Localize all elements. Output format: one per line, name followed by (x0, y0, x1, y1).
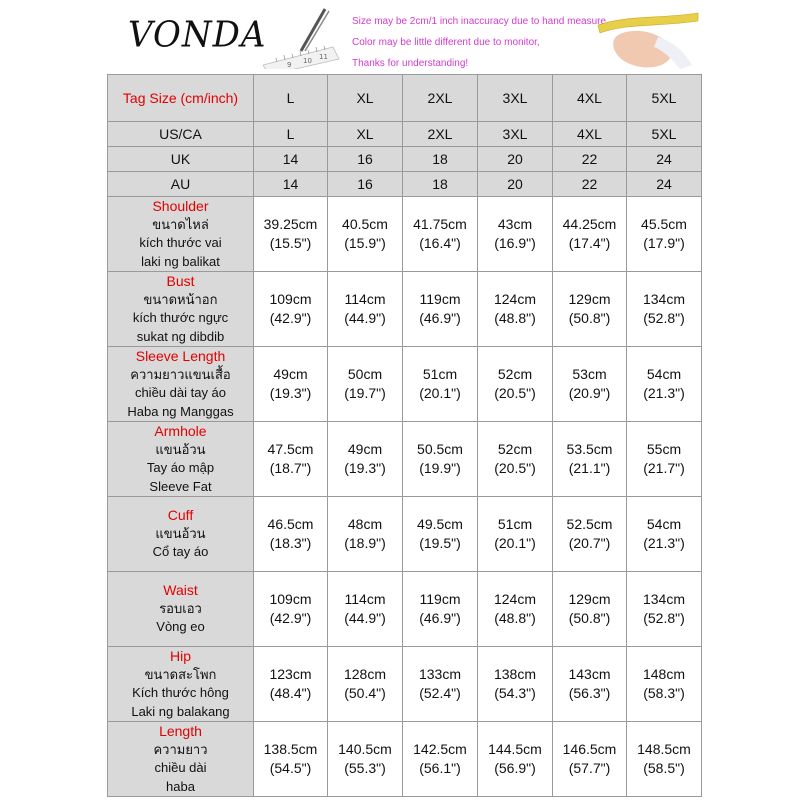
size-conversion-cell: 16 (328, 172, 403, 197)
value-cm: 129cm (568, 291, 611, 307)
value-cm: 119cm (419, 591, 461, 607)
size-header: 3XL (478, 75, 553, 122)
measurement-row (108, 197, 702, 272)
measurement-translation: ขนาดหน้าอก (143, 291, 218, 307)
size-conversion-cell: 20 (478, 147, 553, 172)
measurement-translation: haba (166, 778, 195, 794)
size-conversion-cell: 18 (403, 147, 478, 172)
value-inch: (44.9") (344, 610, 386, 626)
size-header: L (254, 75, 328, 122)
size-header: XL (328, 75, 403, 122)
size-conversion-row (108, 147, 702, 172)
measurement-cell (328, 647, 403, 722)
value-inch: (19.9") (419, 460, 461, 476)
measurement-cell (403, 197, 478, 272)
value-inch: (46.9") (419, 610, 461, 626)
value-inch: (18.3") (269, 535, 312, 551)
measurement-cell (403, 722, 478, 797)
value-cm: 134cm (642, 591, 686, 607)
value-inch: (21.3") (643, 385, 685, 401)
measurement-translation: ความยาวแขนเสื้อ (130, 366, 231, 382)
value-cm: 148.5cm (637, 741, 691, 757)
value-inch: (54.3") (494, 685, 536, 701)
measurement-cell (478, 347, 553, 422)
value-cm: 53.5cm (566, 441, 613, 457)
value-inch: (44.9") (344, 310, 386, 326)
size-conversion-cell: 20 (478, 172, 553, 197)
value-cm: 40.5cm (342, 216, 388, 232)
measurement-label (108, 572, 254, 647)
measurement-label (108, 497, 254, 572)
measurement-cell (478, 272, 553, 347)
measurement-label (108, 422, 254, 497)
measurement-cell (254, 197, 328, 272)
value-inch: (48.8") (494, 310, 536, 326)
value-inch: (18.9") (344, 535, 386, 551)
measurement-cell (478, 422, 553, 497)
size-conversion-cell: 5XL (627, 122, 702, 147)
measurement-label (108, 347, 254, 422)
value-cm: 144.5cm (488, 741, 542, 757)
measurement-cell (478, 497, 553, 572)
value-cm: 134cm (642, 291, 686, 307)
measurement-cell (254, 272, 328, 347)
tag-size-label: Tag Size (cm/inch) (108, 75, 254, 122)
value-cm: 114cm (344, 591, 386, 607)
value-inch: (54.5") (269, 760, 312, 776)
size-system-label: US/CA (108, 122, 254, 147)
size-conversion-cell: 18 (403, 172, 478, 197)
value-cm: 124cm (493, 591, 537, 607)
value-inch: (20.1") (419, 385, 461, 401)
note-line: Thanks for understanding! (352, 58, 469, 69)
measurement-cell (254, 347, 328, 422)
measurement-translation: แขนอ้วน (155, 441, 206, 457)
size-system-label: UK (108, 147, 254, 172)
value-cm: 119cm (419, 291, 461, 307)
value-cm: 138.5cm (263, 741, 318, 757)
value-cm: 47.5cm (267, 441, 314, 457)
value-cm: 46.5cm (267, 516, 314, 532)
measurement-row (108, 347, 702, 422)
measurement-cell (328, 347, 403, 422)
measurement-cell (403, 572, 478, 647)
value-inch: (48.4") (269, 685, 312, 701)
measurement-cell (254, 572, 328, 647)
value-inch: (20.5") (494, 460, 536, 476)
ruler-number: 11 (319, 53, 328, 61)
measurement-translation: sukat ng dibdib (136, 328, 225, 344)
measurement-translation: kích thước ngực (132, 310, 229, 325)
value-cm: 49.5cm (417, 516, 463, 532)
value-cm: 53cm (572, 366, 607, 382)
measurement-translation: kích thước vai (139, 235, 222, 250)
measurement-label (108, 647, 254, 722)
value-inch: (56.3") (568, 685, 611, 701)
brand-logo: VONDA (128, 14, 267, 56)
measurement-cell (627, 497, 702, 572)
value-cm: 128cm (343, 666, 387, 682)
value-cm: 49cm (347, 441, 383, 457)
size-table (107, 74, 702, 797)
measurement-translation: Vòng eo (156, 619, 205, 635)
value-cm: 49cm (273, 366, 308, 382)
measurement-cell (254, 497, 328, 572)
value-inch: (55.3") (344, 760, 386, 776)
measuring-tape-hand-icon (588, 5, 700, 71)
value-cm: 146.5cm (562, 741, 617, 757)
value-inch: (52.8") (643, 310, 685, 326)
measurement-translation: chiều dài (154, 760, 207, 775)
note-line: Color may be little different due to monitor, (352, 37, 540, 48)
value-inch: (20.1") (494, 535, 536, 551)
value-cm: 143cm (568, 666, 611, 682)
size-conversion-row (108, 172, 702, 197)
measurement-cell (478, 722, 553, 797)
value-inch: (17.9") (643, 235, 685, 251)
value-cm: 148cm (642, 666, 686, 682)
measurement-cell (403, 347, 478, 422)
measurement-cell (254, 422, 328, 497)
value-inch: (50.4") (344, 685, 386, 701)
measurement-translation: Haba ng Manggas (127, 403, 234, 419)
value-cm: 142.5cm (413, 741, 467, 757)
measurement-label (108, 272, 254, 347)
measurement-name: Cuff (167, 507, 194, 524)
size-conversion-cell: 14 (254, 147, 328, 172)
value-cm: 54cm (646, 366, 682, 382)
measurement-translation: แขนอ้วน (155, 525, 206, 541)
value-inch: (42.9") (269, 310, 312, 326)
measurement-cell (553, 272, 627, 347)
size-conversion-cell: 22 (553, 172, 627, 197)
measurement-cell (403, 422, 478, 497)
measurement-cell (328, 572, 403, 647)
size-conversion-cell: 14 (254, 172, 328, 197)
value-inch: (20.9") (568, 385, 611, 401)
size-system-label: AU (108, 172, 254, 197)
value-inch: (58.5") (643, 760, 685, 776)
measurement-cell (553, 422, 627, 497)
value-cm: 55cm (646, 441, 682, 457)
measurement-translation: ขนาดสะโพก (144, 666, 217, 682)
value-cm: 124cm (493, 291, 537, 307)
size-header: 5XL (627, 75, 702, 122)
ruler-pen-icon (263, 7, 353, 69)
measurement-cell (553, 572, 627, 647)
value-inch: (46.9") (419, 310, 461, 326)
measurement-cell (627, 722, 702, 797)
measurement-row (108, 722, 702, 797)
measurement-cell (403, 497, 478, 572)
value-cm: 114cm (344, 291, 386, 307)
value-inch: (52.8") (643, 610, 685, 626)
value-inch: (17.4") (568, 235, 611, 251)
measurement-cell (627, 197, 702, 272)
measurement-cell (478, 572, 553, 647)
measurement-translation: ขนาดไหล่ (152, 216, 209, 232)
measurement-cell (254, 647, 328, 722)
measurement-cell (627, 272, 702, 347)
size-conversion-cell: 4XL (553, 122, 627, 147)
value-cm: 109cm (269, 591, 312, 607)
measurement-cell (553, 197, 627, 272)
size-conversion-cell: XL (328, 122, 403, 147)
measurement-cell (553, 347, 627, 422)
value-cm: 52cm (497, 366, 533, 382)
measurement-translation: Sleeve Fat (149, 478, 212, 494)
value-inch: (50.8") (568, 610, 611, 626)
value-inch: (21.7") (643, 460, 685, 476)
tag-size-row (108, 75, 702, 122)
measurement-cell (553, 647, 627, 722)
measurement-row (108, 422, 702, 497)
size-conversion-cell: 24 (627, 147, 702, 172)
value-cm: 50cm (347, 366, 383, 382)
measurement-translation: Laki ng balakang (131, 703, 230, 719)
measurement-name: Waist (163, 582, 198, 599)
size-header: 2XL (403, 75, 478, 122)
value-inch: (58.3") (643, 685, 685, 701)
value-cm: 50.5cm (417, 441, 463, 457)
value-inch: (42.9") (269, 610, 312, 626)
size-header: 4XL (553, 75, 627, 122)
measurement-translation: Kích thước hông (132, 685, 229, 700)
measurement-translation: ความยาว (153, 741, 208, 757)
value-inch: (19.3") (344, 460, 386, 476)
value-cm: 123cm (269, 666, 312, 682)
measurement-translation: รอบเอว (159, 600, 202, 616)
value-cm: 48cm (347, 516, 383, 532)
measurement-name: Hip (169, 648, 191, 664)
value-inch: (19.7") (344, 385, 386, 401)
measurement-label (108, 722, 254, 797)
value-cm: 39.25cm (263, 216, 318, 232)
measurement-row (108, 497, 702, 572)
value-inch: (21.3") (643, 535, 685, 551)
header-banner (108, 1, 702, 74)
value-cm: 54cm (646, 516, 682, 532)
measurement-cell (328, 422, 403, 497)
measurement-name: Length (159, 723, 202, 739)
value-cm: 44.25cm (562, 216, 617, 232)
value-cm: 41.75cm (413, 216, 467, 232)
measurement-name: Bust (166, 273, 195, 289)
value-cm: 140.5cm (338, 741, 392, 757)
value-inch: (48.8") (494, 610, 536, 626)
measurement-translation: Tay áo mập (146, 460, 215, 475)
value-cm: 52.5cm (566, 516, 613, 532)
measurement-row (108, 647, 702, 722)
value-inch: (20.7") (568, 535, 611, 551)
value-cm: 52cm (497, 441, 533, 457)
measurement-cell (403, 272, 478, 347)
size-conversion-cell: 2XL (403, 122, 478, 147)
size-conversion-row (108, 122, 702, 147)
measurement-translation: laki ng balikat (141, 253, 220, 269)
value-inch: (56.9") (494, 760, 536, 776)
value-cm: 51cm (422, 366, 458, 382)
measurement-cell (403, 647, 478, 722)
value-inch: (50.8") (568, 310, 611, 326)
measurement-cell (627, 347, 702, 422)
measurement-translation: Cổ tay áo (152, 544, 209, 560)
measurement-cell (627, 422, 702, 497)
measurement-name: Sleeve Length (135, 348, 226, 364)
measurement-cell (627, 647, 702, 722)
value-cm: 129cm (568, 591, 611, 607)
measurement-cell (553, 722, 627, 797)
value-inch: (52.4") (419, 685, 461, 701)
size-notes (352, 11, 609, 74)
size-conversion-cell: 3XL (478, 122, 553, 147)
measurement-cell (328, 197, 403, 272)
value-cm: 45.5cm (641, 216, 687, 232)
measurement-row (108, 572, 702, 647)
measurement-cell (627, 572, 702, 647)
note-line: Size may be 2cm/1 inch inaccuracy due to hand measure, (352, 16, 609, 27)
measurement-cell (328, 722, 403, 797)
value-inch: (19.3") (269, 385, 312, 401)
size-conversion-cell: 22 (553, 147, 627, 172)
value-inch: (56.1") (419, 760, 461, 776)
measurement-cell (328, 272, 403, 347)
value-inch: (21.1") (568, 460, 611, 476)
measurement-name: Shoulder (152, 198, 209, 214)
size-conversion-cell: 16 (328, 147, 403, 172)
value-inch: (18.7") (269, 460, 312, 476)
ruler-number: 9 (287, 61, 292, 69)
measurement-cell (478, 647, 553, 722)
value-inch: (20.5") (494, 385, 536, 401)
measurement-translation: chiều dài tay áo (134, 385, 227, 400)
size-conversion-cell: 24 (627, 172, 702, 197)
ruler-number: 10 (303, 57, 312, 65)
size-conversion-cell: L (254, 122, 328, 147)
measurement-label (108, 197, 254, 272)
value-cm: 133cm (418, 666, 462, 682)
value-cm: 51cm (497, 516, 533, 532)
measurement-cell (254, 722, 328, 797)
measurement-cell (478, 197, 553, 272)
value-cm: 43cm (497, 216, 533, 232)
value-inch: (16.9") (494, 235, 536, 251)
value-inch: (15.5") (269, 235, 312, 251)
value-cm: 138cm (493, 666, 537, 682)
measurement-cell (553, 497, 627, 572)
value-inch: (57.7") (568, 760, 611, 776)
value-inch: (19.5") (419, 535, 461, 551)
measurement-row (108, 272, 702, 347)
measurement-name: Armhole (154, 423, 207, 439)
value-inch: (16.4") (419, 235, 461, 251)
measurement-cell (328, 497, 403, 572)
value-cm: 109cm (269, 291, 312, 307)
value-inch: (15.9") (344, 235, 386, 251)
